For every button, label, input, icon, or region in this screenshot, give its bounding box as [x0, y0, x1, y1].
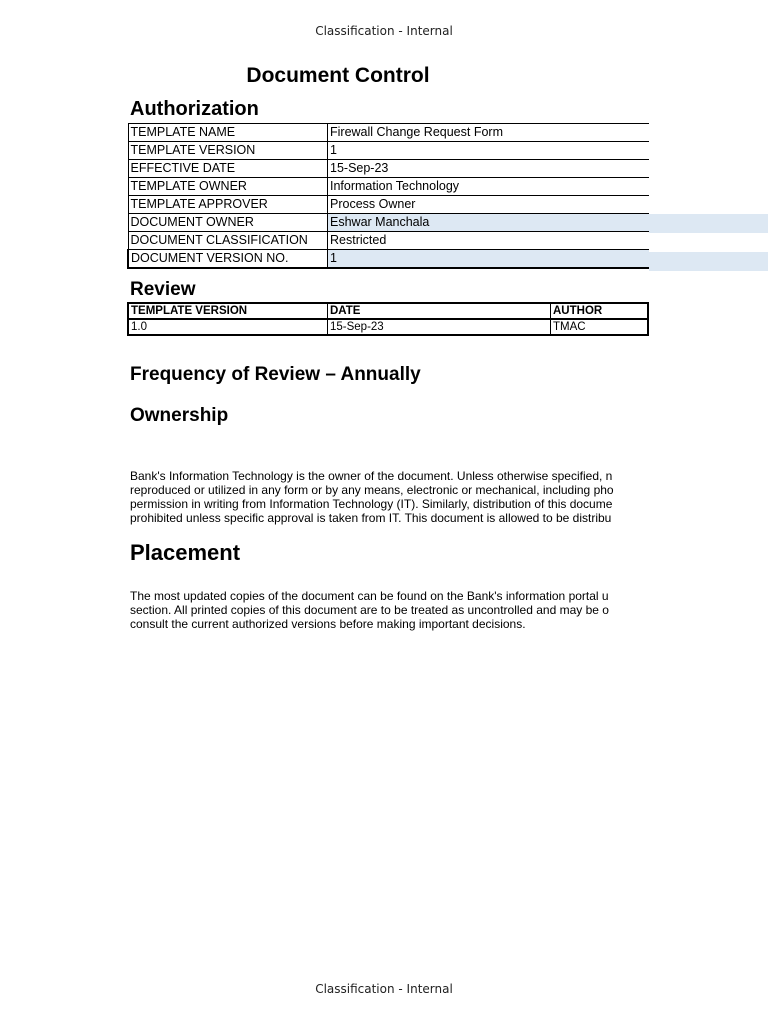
auth-key: EFFECTIVE DATE [128, 160, 328, 178]
paragraph-line: prohibited unless specific approval is taken from IT. This document is allowed to be distribu [130, 511, 612, 525]
footer-classification: Classification - Internal [315, 982, 453, 996]
paragraph-line: permission in writing from Information Technology (IT). Similarly, distribution of this docume [130, 497, 613, 511]
header-classification: Classification - Internal [315, 24, 453, 38]
auth-key: DOCUMENT CLASSIFICATION [128, 232, 328, 250]
auth-value: Eshwar Manchala [328, 214, 650, 232]
ownership-paragraph [130, 469, 648, 525]
auth-key: TEMPLATE APPROVER [128, 196, 328, 214]
paragraph-line: Bank's Information Technology is the owner of the document. Unless otherwise specified, n [130, 469, 613, 483]
auth-row [128, 142, 649, 160]
column-header: DATE [328, 303, 551, 319]
frequency-heading: Frequency of Review – Annually [130, 364, 421, 385]
column-header: TEMPLATE VERSION [128, 303, 328, 319]
placement-paragraph [130, 589, 648, 631]
review-header-row [128, 303, 648, 319]
table-row [128, 319, 648, 335]
review-heading: Review [130, 279, 196, 300]
auth-row [128, 196, 649, 214]
auth-value: 1 [328, 250, 650, 269]
column-header: AUTHOR [551, 303, 649, 319]
paragraph-line: section. All printed copies of this document are to be treated as uncontrolled and may be o [130, 603, 609, 617]
auth-row [128, 124, 649, 142]
auth-row [128, 232, 649, 250]
auth-row [128, 178, 649, 196]
authorization-heading: Authorization [130, 98, 259, 120]
row-highlight-band [649, 214, 768, 233]
auth-key: TEMPLATE VERSION [128, 142, 328, 160]
auth-key: TEMPLATE OWNER [128, 178, 328, 196]
table-cell: 15-Sep-23 [328, 319, 551, 335]
auth-value: 15-Sep-23 [328, 160, 650, 178]
authorization-table [127, 123, 649, 269]
auth-row [128, 214, 649, 232]
paragraph-line: reproduced or utilized in any form or by any means, electronic or mechanical, including pho [130, 483, 614, 497]
auth-value: Information Technology [328, 178, 650, 196]
table-cell: 1.0 [128, 319, 328, 335]
auth-row [128, 160, 649, 178]
auth-key: DOCUMENT VERSION NO. [128, 250, 328, 269]
auth-key: TEMPLATE NAME [128, 124, 328, 142]
auth-key: DOCUMENT OWNER [128, 214, 328, 232]
row-highlight-band [649, 252, 768, 271]
ownership-heading: Ownership [130, 405, 229, 426]
auth-value: Firewall Change Request Form [328, 124, 650, 142]
auth-value: Restricted [328, 232, 650, 250]
auth-value: 1 [328, 142, 650, 160]
table-cell: TMAC [551, 319, 649, 335]
document-title: Document Control [246, 64, 430, 87]
placement-heading: Placement [130, 540, 241, 565]
paragraph-line: The most updated copies of the document can be found on the Bank's information portal u [130, 589, 609, 603]
paragraph-line: consult the current authorized versions before making important decisions. [130, 617, 526, 631]
review-table [127, 302, 649, 336]
auth-value: Process Owner [328, 196, 650, 214]
auth-row [128, 250, 649, 269]
